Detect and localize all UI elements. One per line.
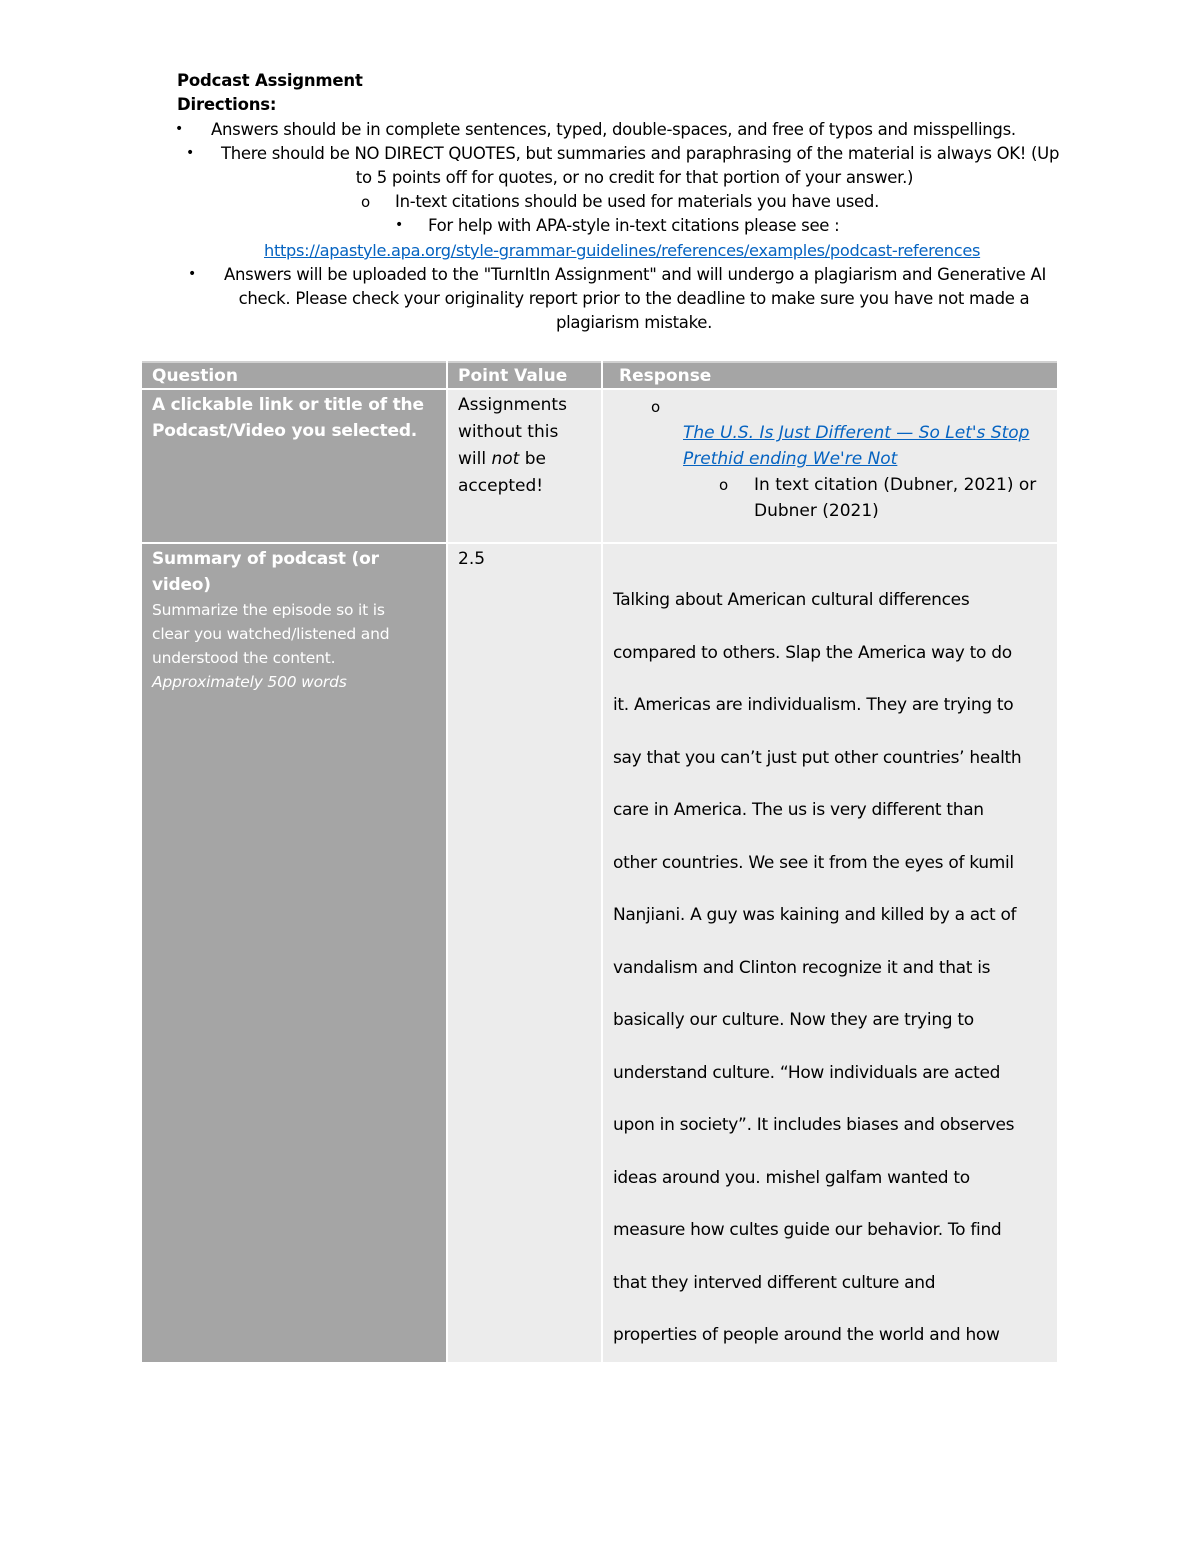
bullet-icon: • — [188, 266, 197, 282]
direction-bullet-1: Answers should be in complete sentences, typed, double-spaces, and free of typos and misspellings. — [211, 120, 1016, 139]
value-text: will not be — [458, 449, 546, 469]
direction-bullet-3-line-3: plagiarism mistake. — [555, 313, 713, 332]
bullet-icon: • — [186, 145, 195, 161]
response-bullet: o — [651, 398, 661, 416]
value-text: 2.5 — [458, 549, 486, 569]
question-description: Summarize the episode so it is — [152, 601, 385, 619]
question-cell — [142, 389, 447, 543]
summary-line: understand culture. “How individuals are acted — [613, 1062, 1001, 1083]
summary-line: compared to others. Slap the America way to do — [613, 642, 1012, 663]
citation-text: Dubner (2021) — [754, 501, 879, 521]
header-point-value: Point Value — [447, 362, 602, 389]
citation-bullet: o — [719, 476, 729, 494]
summary-line: other countries. We see it from the eyes of kumil — [613, 852, 1014, 873]
point-value-cell — [447, 389, 602, 543]
sub-bullet-icon: o — [361, 193, 370, 211]
sub-bullet-citations: In-text citations should be used for materials you have used. — [395, 192, 880, 211]
sub-sub-bullet-apa-help: For help with APA-style in-text citations please see : — [428, 216, 840, 235]
table-header-row — [142, 362, 1058, 389]
summary-text — [613, 574, 1053, 1362]
direction-bullet-2-line-1: There should be NO DIRECT QUOTES, but summaries and paraphrasing of the material is always OK! (Up — [221, 144, 1060, 163]
value-text: Assignments — [458, 395, 567, 415]
summary-line: ideas around you. mishel galfam wanted to — [613, 1167, 970, 1188]
summary-line: measure how cultes guide our behavior. To find — [613, 1220, 1002, 1240]
question-cell — [142, 543, 447, 1363]
citation-text: In text citation (Dubner, 2021) or — [754, 475, 1037, 495]
question-text: A clickable link or title of the — [152, 395, 424, 415]
header-question: Question — [142, 362, 447, 389]
summary-line: Talking about American cultural differences — [613, 590, 970, 610]
direction-bullet-2-line-2: to 5 points off for quotes, or no credit for that portion of your answer.) — [355, 168, 914, 187]
podcast-title-link[interactable]: The U.S. Is Just Different — So Let's Stop — [683, 423, 1030, 443]
directions-label: Directions: — [177, 95, 277, 114]
question-description: clear you watched/listened and — [152, 625, 390, 643]
question-text: Podcast/Video you selected. — [152, 421, 418, 441]
summary-line: say that you can’t just put other countries’ health — [613, 747, 1022, 768]
question-title: Summary of podcast (or video) — [152, 549, 379, 595]
summary-line: properties of people around the world and how — [613, 1325, 1000, 1345]
summary-line: basically our culture. Now they are trying to — [613, 1010, 974, 1030]
value-text: accepted! — [458, 476, 544, 496]
response-cell — [602, 389, 1058, 543]
bullet-icon: • — [395, 217, 404, 233]
summary-line: it. Americas are individualism. They are trying to — [613, 695, 1014, 715]
question-description: understood the content. — [152, 649, 336, 667]
summary-line: upon in society”. It includes biases and observes — [613, 1115, 1015, 1135]
word-count-note: Approximately 500 words — [152, 673, 347, 691]
assignment-table — [142, 361, 1059, 1364]
summary-line: Nanjiani. A guy was kaining and killed by a act of — [613, 905, 1017, 925]
point-value-cell — [447, 543, 602, 1363]
bullet-icon: • — [175, 121, 184, 137]
podcast-title-link[interactable]: Prethid ending We're Not — [683, 449, 898, 469]
direction-bullet-3-line-2: check. Please check your originality report prior to the deadline to make sure you have not made a — [238, 289, 1030, 308]
page-title: Podcast Assignment — [177, 71, 363, 90]
table-row — [142, 389, 1058, 543]
response-cell — [602, 543, 1058, 1363]
header-response: Response — [602, 362, 1058, 389]
summary-line: care in America. The us is very different than — [613, 800, 984, 820]
value-text: without this — [458, 422, 559, 442]
table-row — [142, 543, 1058, 1363]
summary-line: that they interved different culture and — [613, 1272, 936, 1293]
summary-line: vandalism and Clinton recognize it and that is — [613, 957, 991, 978]
direction-bullet-3-line-1: Answers will be uploaded to the "TurnItIn Assignment" and will undergo a plagiarism and Generative AI — [224, 265, 1047, 284]
apa-link[interactable]: https://apastyle.apa.org/style-grammar-guidelines/references/examples/podcast-references — [264, 241, 981, 260]
